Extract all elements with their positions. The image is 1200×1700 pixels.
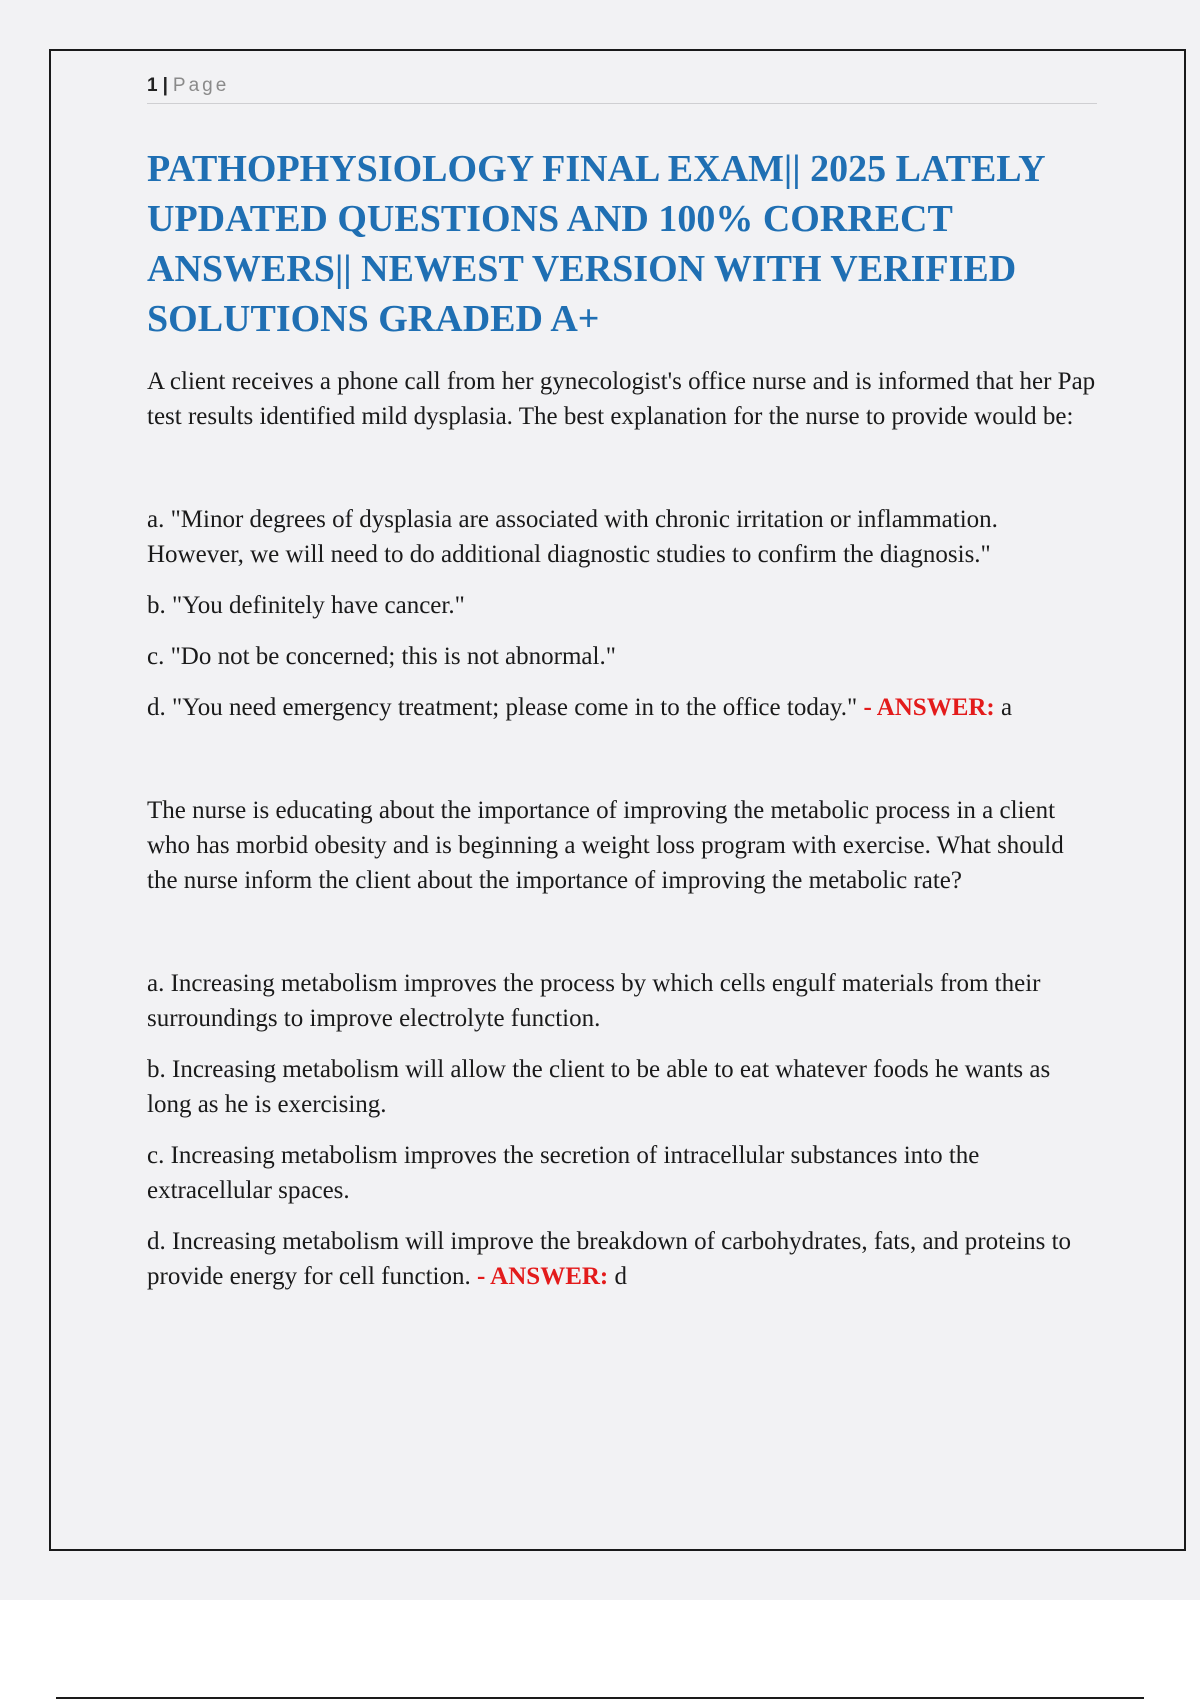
document-page (49, 49, 1186, 1551)
document-title: PATHOPHYSIOLOGY FINAL EXAM|| 2025 LATELY UPDATED QUESTIONS AND 100% CORRECT ANSWERS|| NEWEST VERSION WITH VERIFIED SOLUTIONS GRADED A+ (147, 148, 1045, 340)
question-2-option-b: b. Increasing metabolism will allow the client to be able to eat whatever foods he wants as long as he is exercising. (147, 1056, 1051, 1118)
question-1-option-c: c. "Do not be concerned; this is not abnormal." (147, 643, 616, 670)
question-2-options (147, 966, 1097, 1294)
question-2-stem: The nurse is educating about the importance of improving the metabolic process in a client who has morbid obesity and is beginning a weight loss program with exercise. What should the nurse inform the client about the importance of improving the metabolic rate? (147, 797, 1064, 894)
question-2-option-a: a. Increasing metabolism improves the process by which cells engulf materials from their surroundings to improve electrolyte function. (147, 970, 1041, 1032)
question-2-option-d (147, 1224, 1097, 1294)
question-2-option-d-text: d. Increasing metabolism will improve the breakdown of carbohydrates, fats, and proteins to provide energy for cell function. (147, 1228, 1072, 1290)
question-1-option-b: b. "You definitely have cancer." (147, 592, 465, 619)
question-1-option-d (147, 690, 1097, 725)
question-2-answer: d (614, 1263, 627, 1290)
page-content (147, 73, 1097, 1294)
question-1-options (147, 502, 1097, 725)
question-1-answer-label: - ANSWER: (863, 694, 995, 721)
question-1-option-d-text: d. "You need emergency treatment; please come in to the office today." (147, 694, 858, 721)
question-1-option-a: a. "Minor degrees of dysplasia are associated with chronic irritation or inflammation. However, we will need to do additional diagnostic studies to confirm the diagnosis." (147, 506, 998, 568)
question-2-option-c: c. Increasing metabolism improves the secretion of intracellular substances into the extracellular spaces. (147, 1142, 980, 1204)
bottom-divider (56, 1697, 1144, 1699)
page-header-word: Page (172, 75, 230, 96)
page-number: 1 (147, 75, 159, 96)
page-header (147, 73, 1097, 104)
question-1-stem: A client receives a phone call from her gynecologist's office nurse and is informed that her Pap test results identified mild dysplasia. The best explanation for the nurse to provide would be: (147, 368, 1096, 430)
question-1-answer: a (1001, 694, 1013, 721)
page-header-separator: | (162, 75, 169, 96)
question-2-answer-label: - ANSWER: (476, 1263, 609, 1290)
